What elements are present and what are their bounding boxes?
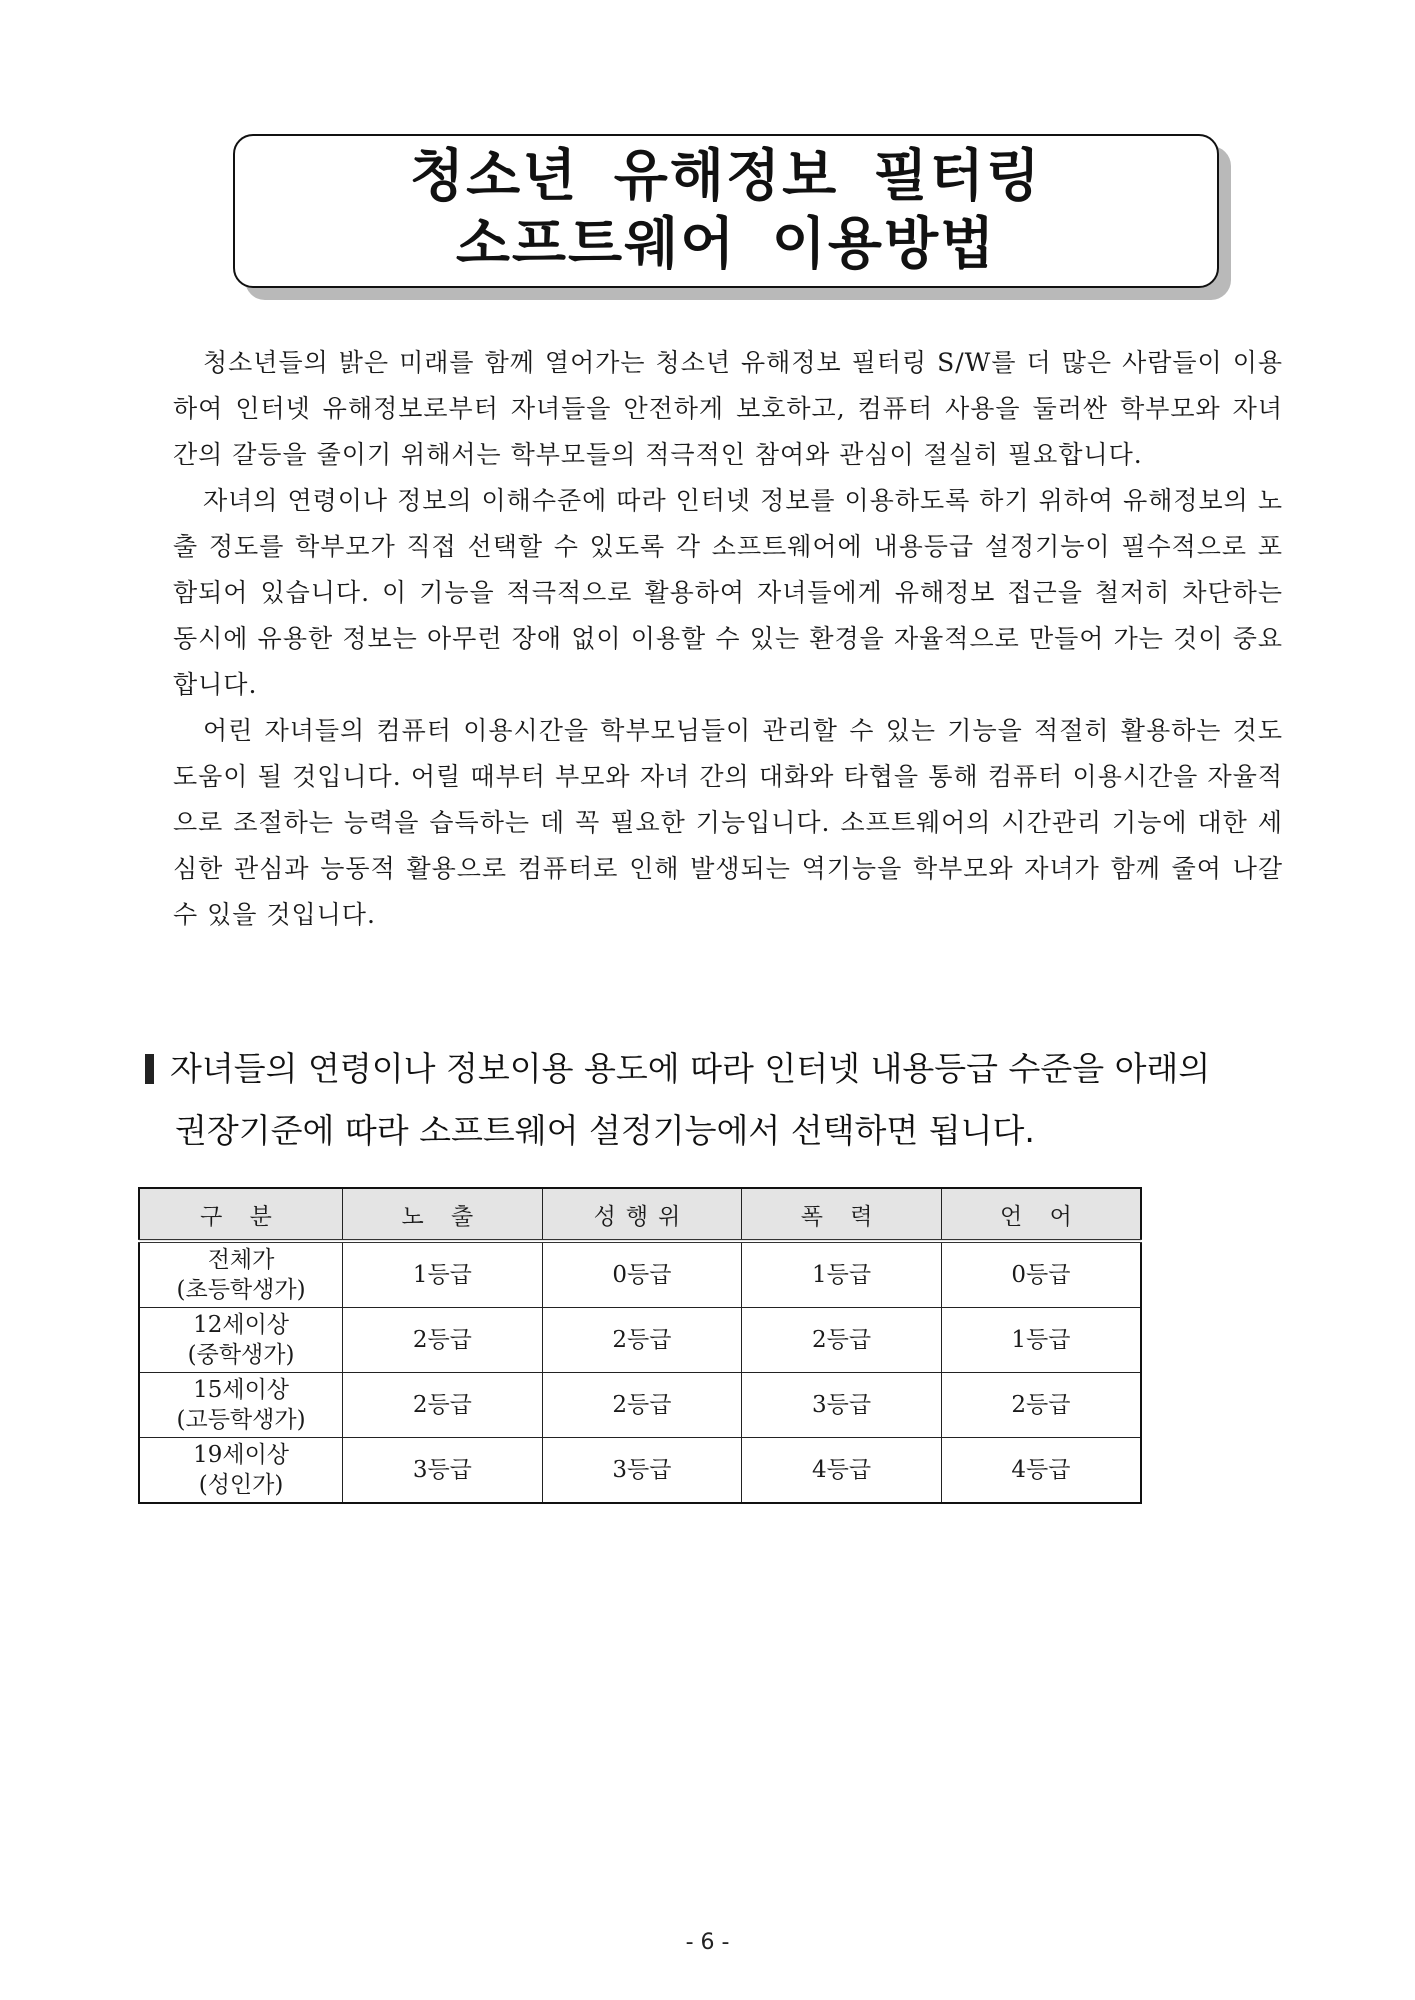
table-cell: 4등급 (941, 1438, 1141, 1504)
title-line-1: 청소년 유해정보 필터링 (410, 144, 1042, 209)
header-violence: 폭 력 (742, 1188, 942, 1241)
table-cell: 0등급 (542, 1241, 742, 1308)
row-label (139, 1241, 343, 1308)
body-text (173, 340, 1283, 938)
paragraph-2: 자녀의 연령이나 정보의 이해수준에 따라 인터넷 정보를 이용하도록 하기 위하여 유해정보의 노출 정도를 학부모가 직접 선택할 수 있도록 각 소프트웨어에 내용등급 설정기능이 필수적으로 포함되어 있습니다. 이 기능을 적극적으로 활용하여 자녀들에게 유해정보 접근을 철저히 차단하는 동시에 유용한 정보는 아무런 장애 없이 이용할 수 있는 환경을 자율적으로 만들어 가는 것이 중요합니다. (173, 486, 1283, 699)
row-group: 19세이상 (193, 1442, 289, 1468)
row-group: 12세이상 (193, 1312, 289, 1338)
table-cell: 1등급 (941, 1308, 1141, 1373)
table-cell: 4등급 (742, 1438, 942, 1504)
row-sub: (성인가) (198, 1472, 284, 1498)
table-cell: 3등급 (542, 1438, 742, 1504)
row-label (139, 1373, 343, 1438)
row-sub: (고등학생가) (176, 1407, 306, 1433)
table-cell: 3등급 (343, 1438, 543, 1504)
table-row (139, 1373, 1141, 1438)
heading-bar-icon (145, 1054, 154, 1084)
header-category: 구 분 (139, 1188, 343, 1241)
table-cell: 2등급 (742, 1308, 942, 1373)
table-cell: 2등급 (542, 1308, 742, 1373)
table-row (139, 1241, 1141, 1308)
rating-table (138, 1187, 1142, 1504)
row-sub: (초등학생가) (176, 1277, 306, 1303)
page-number: - 6 - (685, 1930, 730, 1955)
row-group: 15세이상 (193, 1377, 289, 1403)
paragraph-3: 어린 자녀들의 컴퓨터 이용시간을 학부모님들이 관리할 수 있는 기능을 적절히 활용하는 것도 도움이 될 것입니다. 어릴 때부터 부모와 자녀 간의 대화와 타협을 통해 컴퓨터 이용시간을 자율적으로 조절하는 능력을 습득하는 데 꼭 필요한 기능입니다. 소프트웨어의 시간관리 기능에 대한 세심한 관심과 능동적 활용으로 컴퓨터로 인해 발생되는 역기능을 학부모와 자녀가 함께 줄여 나갈 수 있을 것입니다. (173, 716, 1283, 929)
paragraph-1: 청소년들의 밝은 미래를 함께 열어가는 청소년 유해정보 필터링 S/W를 더 많은 사람들이 이용하여 인터넷 유해정보로부터 자녀들을 안전하게 보호하고, 컴퓨터 사용을 둘러싼 학부모와 자녀 간의 갈등을 줄이기 위해서는 학부모들의 적극적인 참여와 관심이 절실히 필요합니다. (173, 348, 1283, 469)
table-row (139, 1438, 1141, 1504)
table-cell: 1등급 (742, 1241, 942, 1308)
row-label (139, 1308, 343, 1373)
header-language: 언 어 (941, 1188, 1141, 1241)
title-frame (233, 134, 1219, 288)
table-header-row (139, 1188, 1141, 1241)
title-line-2: 소프트웨어 이용방법 (455, 212, 997, 277)
table-row (139, 1308, 1141, 1373)
row-sub: (중학생가) (187, 1342, 295, 1368)
table-cell: 3등급 (742, 1373, 942, 1438)
section-heading-line-1 (145, 1038, 1285, 1100)
section-heading-line-2: 권장기준에 따라 소프트웨어 설정기능에서 선택하면 됩니다. (175, 1111, 1035, 1150)
header-sexual: 성행위 (542, 1188, 742, 1241)
table-cell: 2등급 (542, 1373, 742, 1438)
table-cell: 1등급 (343, 1241, 543, 1308)
section-heading (145, 1038, 1285, 1162)
header-exposure: 노 출 (343, 1188, 543, 1241)
row-label (139, 1438, 343, 1504)
title-box (233, 134, 1219, 288)
section-heading-text-1: 자녀들의 연령이나 정보이용 용도에 따라 인터넷 내용등급 수준을 아래의 (170, 1049, 1211, 1088)
table-cell: 2등급 (343, 1373, 543, 1438)
table-cell: 2등급 (343, 1308, 543, 1373)
table-cell: 2등급 (941, 1373, 1141, 1438)
row-group: 전체가 (207, 1247, 275, 1273)
table-cell: 0등급 (941, 1241, 1141, 1308)
